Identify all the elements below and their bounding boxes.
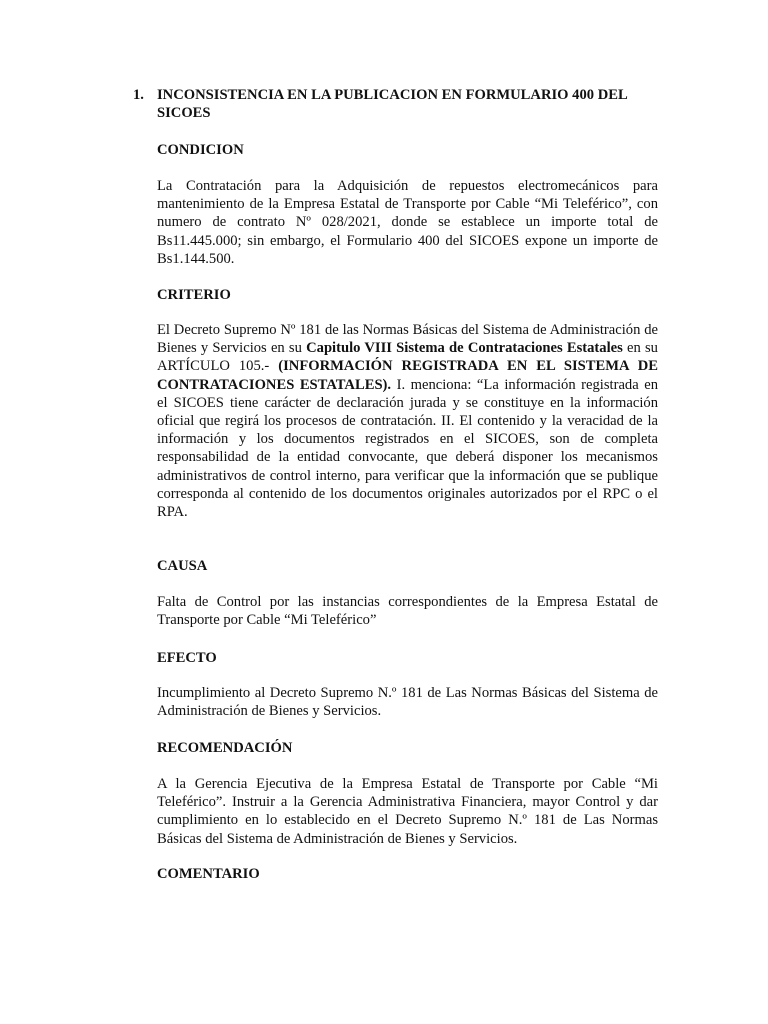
criterio-bold-chapter: Capitulo VIII Sistema de Contrataciones Estatales	[306, 340, 623, 357]
criterio-text-1: El Decreto Supremo Nº 181 de las Normas Básicas del Sistema de Administración de Bienes y Servicios en su	[157, 322, 658, 357]
paragraph-criterio	[157, 321, 658, 521]
heading-recomendacion: RECOMENDACIÓN	[157, 740, 293, 756]
heading-criterio: CRITERIO	[157, 287, 231, 303]
criterio-text-3: I. menciona: “La información registrada en el SICOES tiene carácter de declaración jurada y se constituye en la información oficial que regirá los procesos de contratación. II. El contenido y la veracidad de la información y los documentos registrados en el SICOES, son de completa responsabilidad de la entidad convocante, que deberá disponer los mecanismos administrativos de control interno, para verificar que la información que se publique corresponda al contenido de los documentos originales autorizados por el RPC o el RPA.	[157, 376, 658, 521]
heading-condicion: CONDICION	[157, 142, 244, 158]
criterio-bold-article: (INFORMACIÓN REGISTRADA EN EL SISTEMA DE CONTRATACIONES ESTATALES).	[157, 358, 659, 393]
heading-causa: CAUSA	[157, 558, 208, 574]
section-number: 1.	[133, 87, 144, 103]
section-title-text: INCONSISTENCIA EN LA PUBLICACION EN FORMULARIO 400 DEL SICOES	[157, 87, 627, 122]
paragraph-condicion: La Contratación para la Adquisición de repuestos electromecánicos para mantenimiento de la Empresa Estatal de Transporte por Cable “Mi Teleférico”, con numero de contrato Nº 028/2021, donde se establece un importe total de Bs11.445.000; sin embargo, el Formulario 400 del SICOES expone un importe de Bs1.144.500.	[157, 178, 658, 267]
criterio-text-2: en su ARTÍCULO 105.-	[157, 340, 658, 375]
paragraph-efecto: Incumplimiento al Decreto Supremo N.º 181 de Las Normas Básicas del Sistema de Administración de Bienes y Servicios.	[157, 685, 658, 720]
section-title	[133, 86, 663, 122]
heading-comentario: COMENTARIO	[157, 866, 260, 882]
paragraph-recomendacion: A la Gerencia Ejecutiva de la Empresa Estatal de Transporte por Cable “Mi Teleférico”. Instruir a la Gerencia Administrativa Financiera, mayor Control y dar cumplimiento en lo establecido en el Decreto Supremo N.º 181 de Las Normas Básicas del Sistema de Administración de Bienes y Servicios.	[157, 776, 658, 847]
paragraph-causa: Falta de Control por las instancias correspondientes de la Empresa Estatal de Transporte por Cable “Mi Teleférico”	[157, 594, 658, 629]
heading-efecto: EFECTO	[157, 650, 217, 666]
